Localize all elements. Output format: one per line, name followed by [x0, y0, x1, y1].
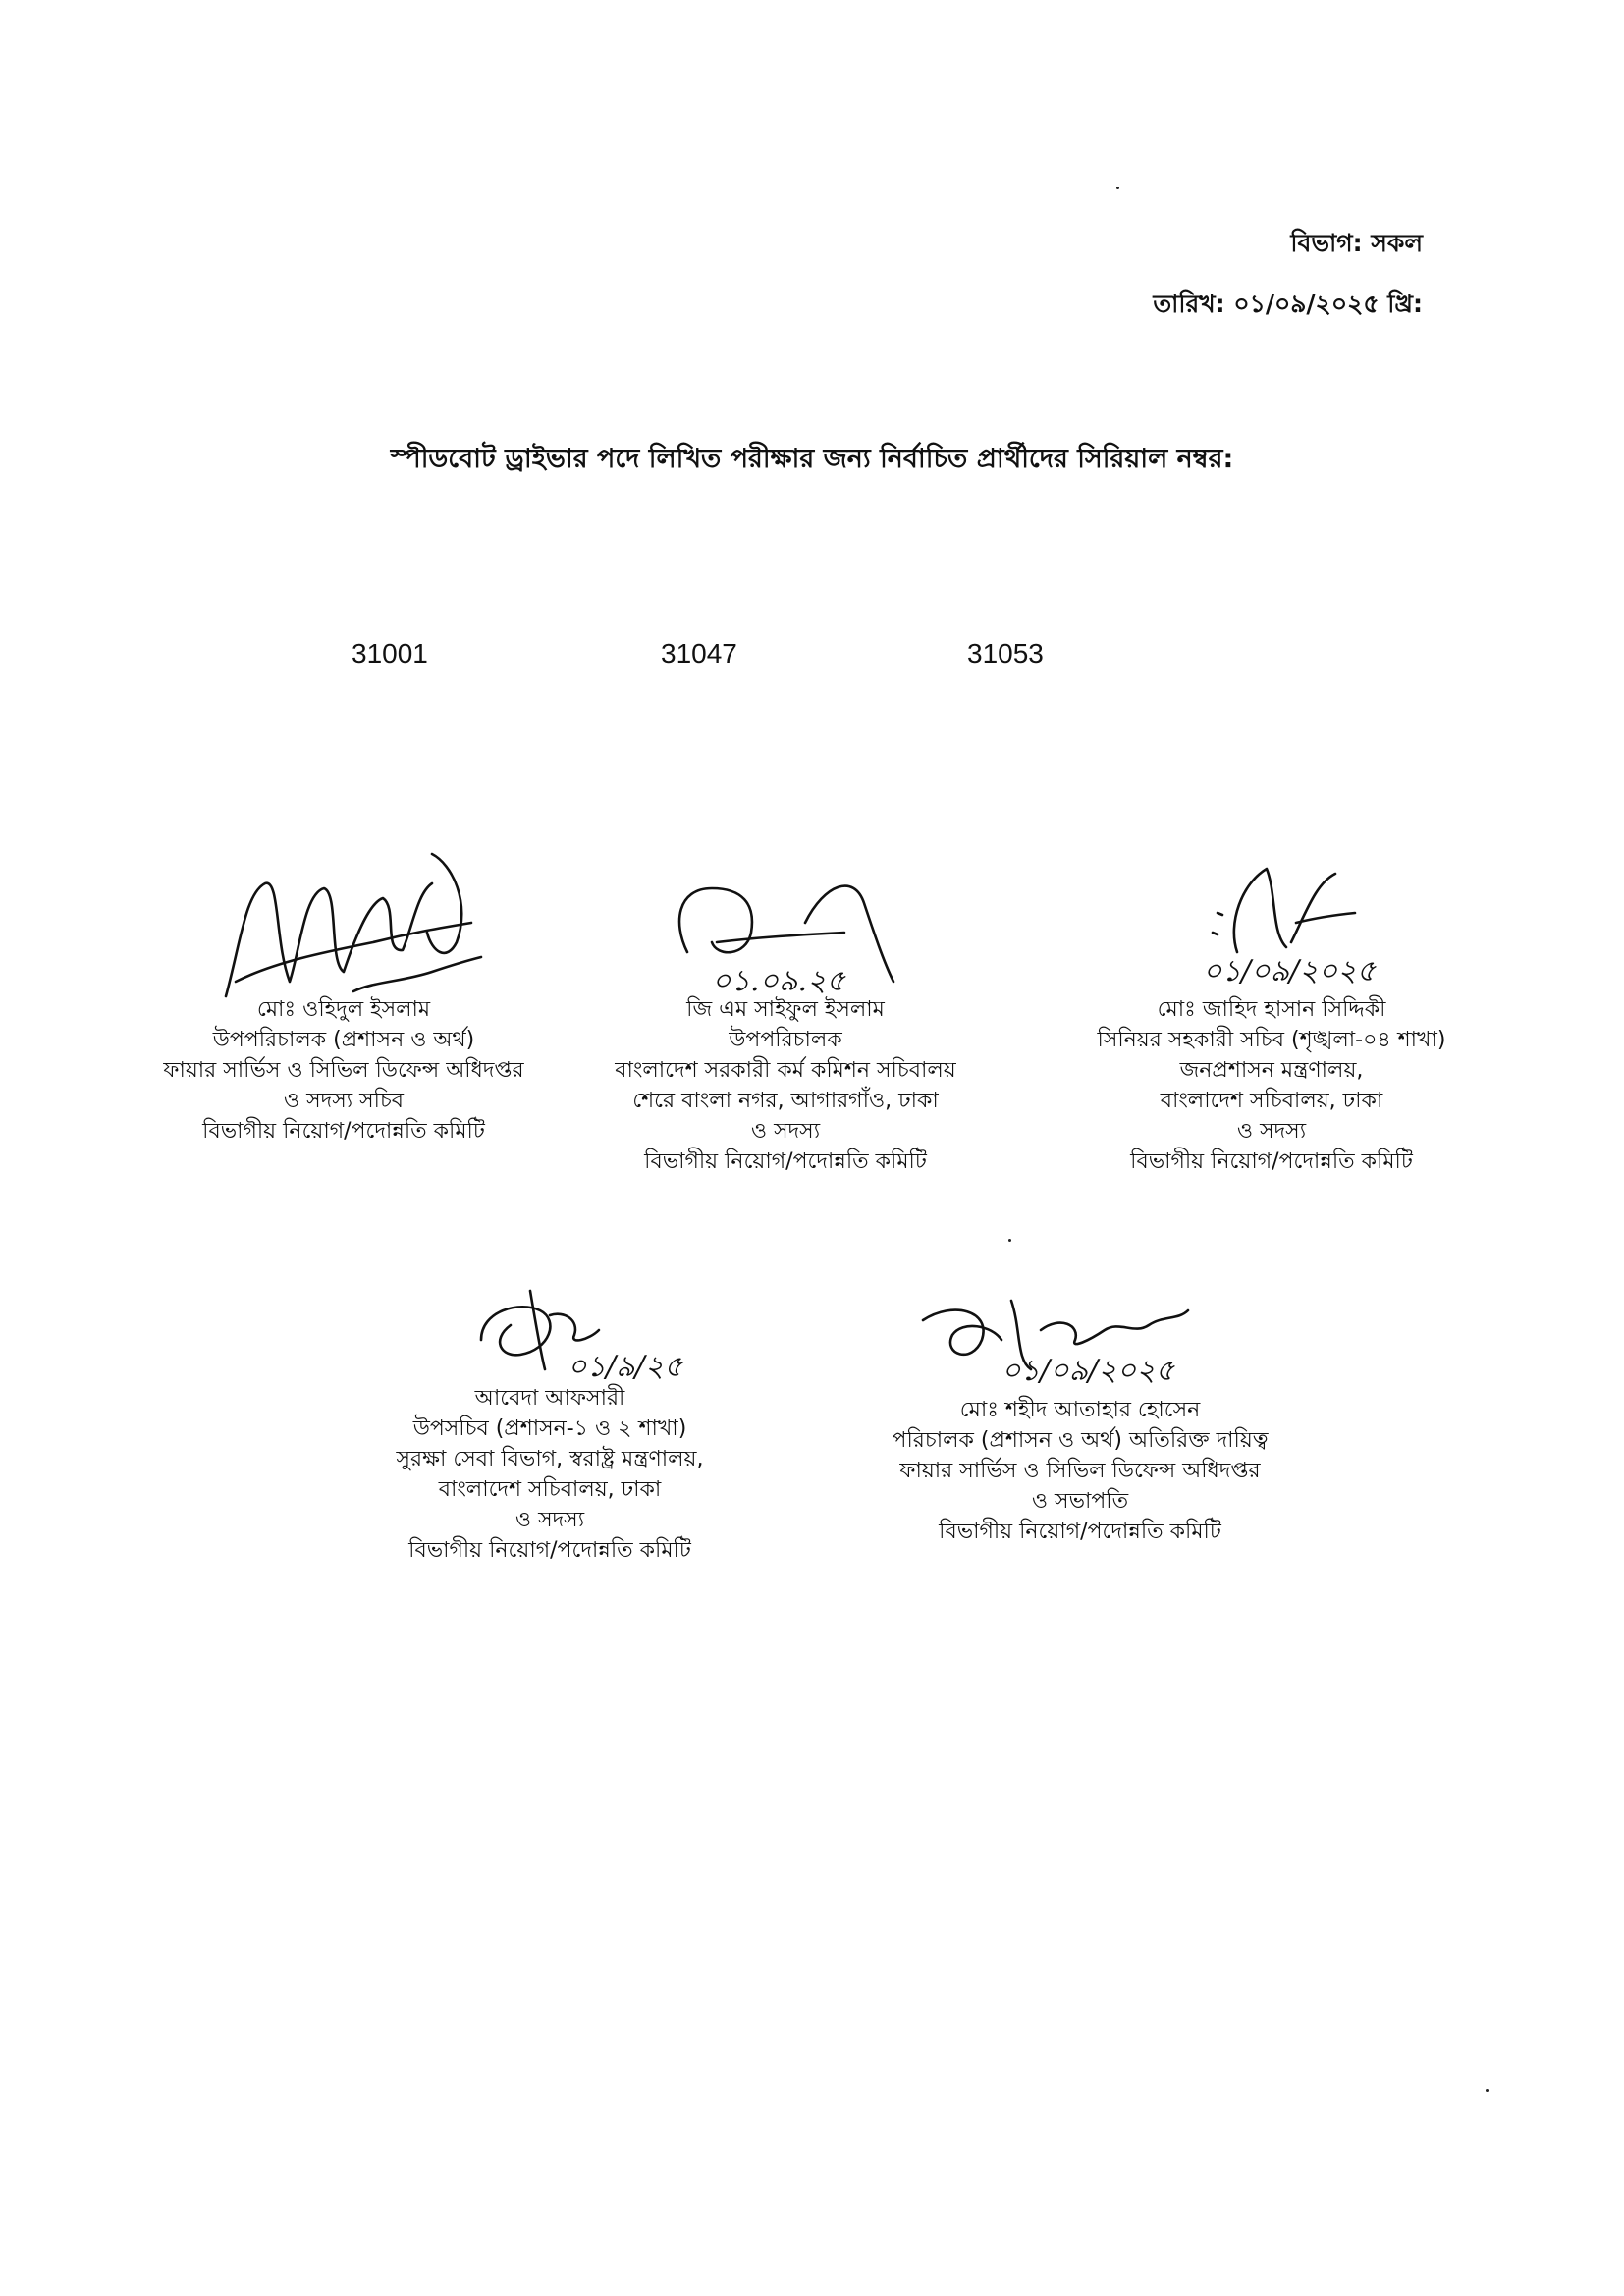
signatory-office: সুরক্ষা সেবা বিভাগ, স্বরাষ্ট্র মন্ত্রণালয়,: [396, 1447, 704, 1471]
signatory-block: [163, 994, 523, 1147]
signatory-office: ফায়ার সার্ভিস ও সিভিল ডিফেন্স অধিদপ্তর: [899, 1459, 1261, 1483]
signatory-block: [1098, 994, 1446, 1177]
signatory-role: ও সদস্য সচিব: [283, 1089, 405, 1113]
signatory-designation: উপপরিচালক: [729, 1028, 842, 1052]
signature: [206, 834, 491, 1011]
signatory-name: আবেদা আফসারী: [474, 1386, 625, 1411]
signatory-designation: উপসচিব (প্রশাসন-১ ও ২ শাখা): [412, 1416, 687, 1441]
signatory-name: মোঃ শহীদ আতাহার হোসেন: [959, 1398, 1201, 1422]
scan-speck: [1116, 187, 1119, 189]
signatory-role: ও সদস্য: [1236, 1119, 1307, 1144]
signatory-name: জি এম সাইফুল ইসলাম: [686, 997, 885, 1022]
signatory-designation: সিনিয়র সহকারী সচিব (শৃঙ্খলা-০৪ শাখা): [1097, 1028, 1446, 1052]
signatory-role: ও সভাপতি: [1031, 1489, 1129, 1514]
signature-date: ০১/৯/২৫: [568, 1350, 683, 1384]
signatory-committee: বিভাগীয় নিয়োগ/পদোন্নতি কমিটি: [644, 1149, 927, 1174]
signature-date: ০১/০৯/২০২৫: [1001, 1354, 1175, 1388]
serial-number: 31001: [352, 638, 428, 668]
signatory-name: মোঃ জাহিদ হাসান সিদ্দিকী: [1157, 997, 1386, 1022]
scan-speck: [1008, 1239, 1011, 1242]
scan-speck: [1486, 2089, 1489, 2092]
signature-date: ০১.০৯.২৫: [712, 964, 845, 998]
signatory-address: শেরে বাংলা নগর, আগারগাঁও, ঢাকা: [632, 1089, 939, 1113]
notice-date: তারিখ: ০১/০৯/২০২৫ খ্রি:: [1153, 290, 1423, 318]
signatory-block: [396, 1383, 703, 1566]
signatory-name: মোঃ ওহিদুল ইসলাম: [256, 997, 431, 1022]
signatory-office: জনপ্রশাসন মন্ত্রণালয়,: [1179, 1058, 1364, 1083]
signatory-block: [893, 1395, 1269, 1547]
signatory-role: ও সদস্য: [750, 1119, 821, 1144]
signature-date: ০১/০৯/২০২৫: [1203, 954, 1377, 988]
division-label: বিভাগ: সকল: [1290, 229, 1423, 257]
signatory-committee: বিভাগীয় নিয়োগ/পদোন্নতি কমিটি: [939, 1520, 1221, 1544]
signatory-office: ফায়ার সার্ভিস ও সিভিল ডিফেন্স অধিদপ্তর: [163, 1058, 524, 1083]
signatory-block: [615, 994, 955, 1177]
serial-number: 31047: [661, 638, 737, 668]
signatory-designation: পরিচালক (প্রশাসন ও অর্থ) অতিরিক্ত দায়িত্ব: [892, 1428, 1269, 1453]
signatory-designation: উপপরিচালক (প্রশাসন ও অর্থ): [212, 1028, 475, 1052]
notice-title: স্পীডবোট ড্রাইভার পদে লিখিত পরীক্ষার জন্য নির্বাচিত প্রার্থীদের সিরিয়াল নম্বর:: [390, 444, 1234, 474]
signatory-committee: বিভাগীয় নিয়োগ/পদোন্নতি কমিটি: [202, 1119, 485, 1144]
signatory-address: বাংলাদেশ সচিবালয়, ঢাকা: [1160, 1089, 1383, 1113]
serial-number: 31053: [967, 638, 1044, 668]
signatory-address: বাংলাদেশ সচিবালয়, ঢাকা: [438, 1477, 662, 1502]
signatory-committee: বিভাগীয় নিয়োগ/পদোন্নতি কমিটি: [408, 1538, 691, 1563]
signatory-office: বাংলাদেশ সরকারী কর্ম কমিশন সচিবালয়: [615, 1058, 956, 1083]
signatory-role: ও সদস্য: [514, 1508, 585, 1532]
signatory-committee: বিভাগীয় নিয়োগ/পদোন্নতি কমিটি: [1130, 1149, 1413, 1174]
